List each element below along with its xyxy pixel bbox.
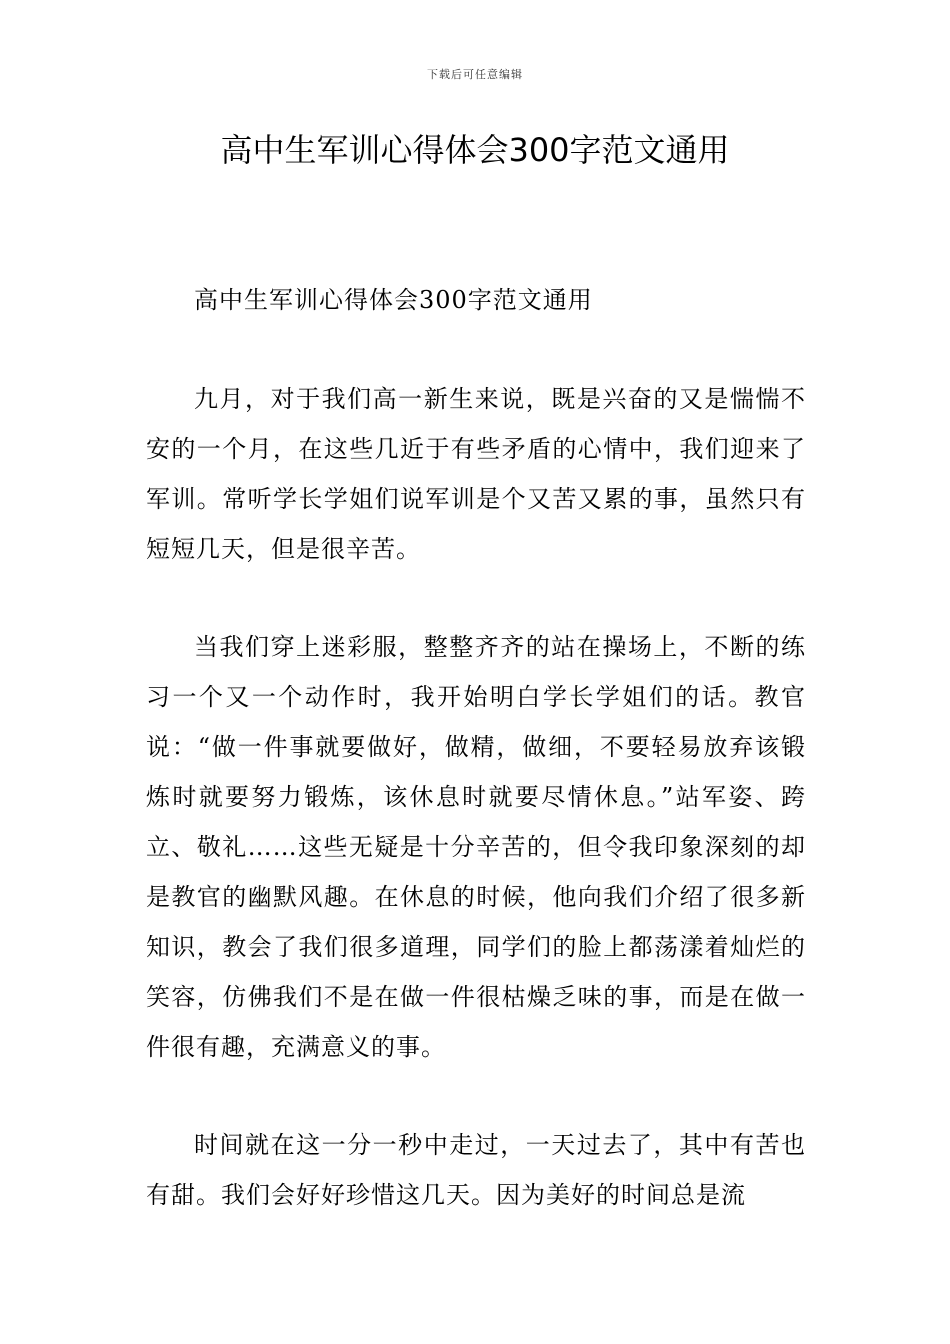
document-subtitle (146, 275, 806, 325)
paragraph-1 (146, 374, 806, 574)
paragraph-text: 九月，对于我们高一新生来说，既是兴奋的又是惴惴不安的一个月，在这些几近于有些矛盾的心情中，我们迎来了军训。常听学长学姐们说军训是个又苦又累的事，虽然只有短短几天，但是很辛苦。 (146, 385, 806, 563)
header-note: 下载后可任意编辑 (427, 68, 523, 81)
paragraph-3 (146, 1120, 806, 1220)
subtitle-text: 高中生军训心得体会300字范文通用 (194, 286, 593, 314)
document-title: 高中生军训心得体会300字范文通用 (220, 131, 730, 169)
paragraph-2 (146, 622, 806, 1072)
paragraph-text: 当我们穿上迷彩服，整整齐齐的站在操场上，不断的练习一个又一个动作时，我开始明白学长学姐们的话。教官说：“做一件事就要做好，做精，做细，不要轻易放弃该锻炼时就要努力锻炼，该休息时就要尽情休息。”站军姿、跨立、敬礼……这些无疑是十分辛苦的，但令我印象深刻的却是教官的幽默风趣。在休息的时候，他向我们介绍了很多新知识，教会了我们很多道理，同学们的脸上都荡漾着灿烂的笑容，仿佛我们不是在做一件很枯燥乏味的事，而是在做一件很有趣，充满意义的事。 (146, 633, 806, 1061)
paragraph-text: 时间就在这一分一秒中走过，一天过去了，其中有苦也有甜。我们会好好珍惜这几天。因为美好的时间总是流 (146, 1131, 806, 1209)
